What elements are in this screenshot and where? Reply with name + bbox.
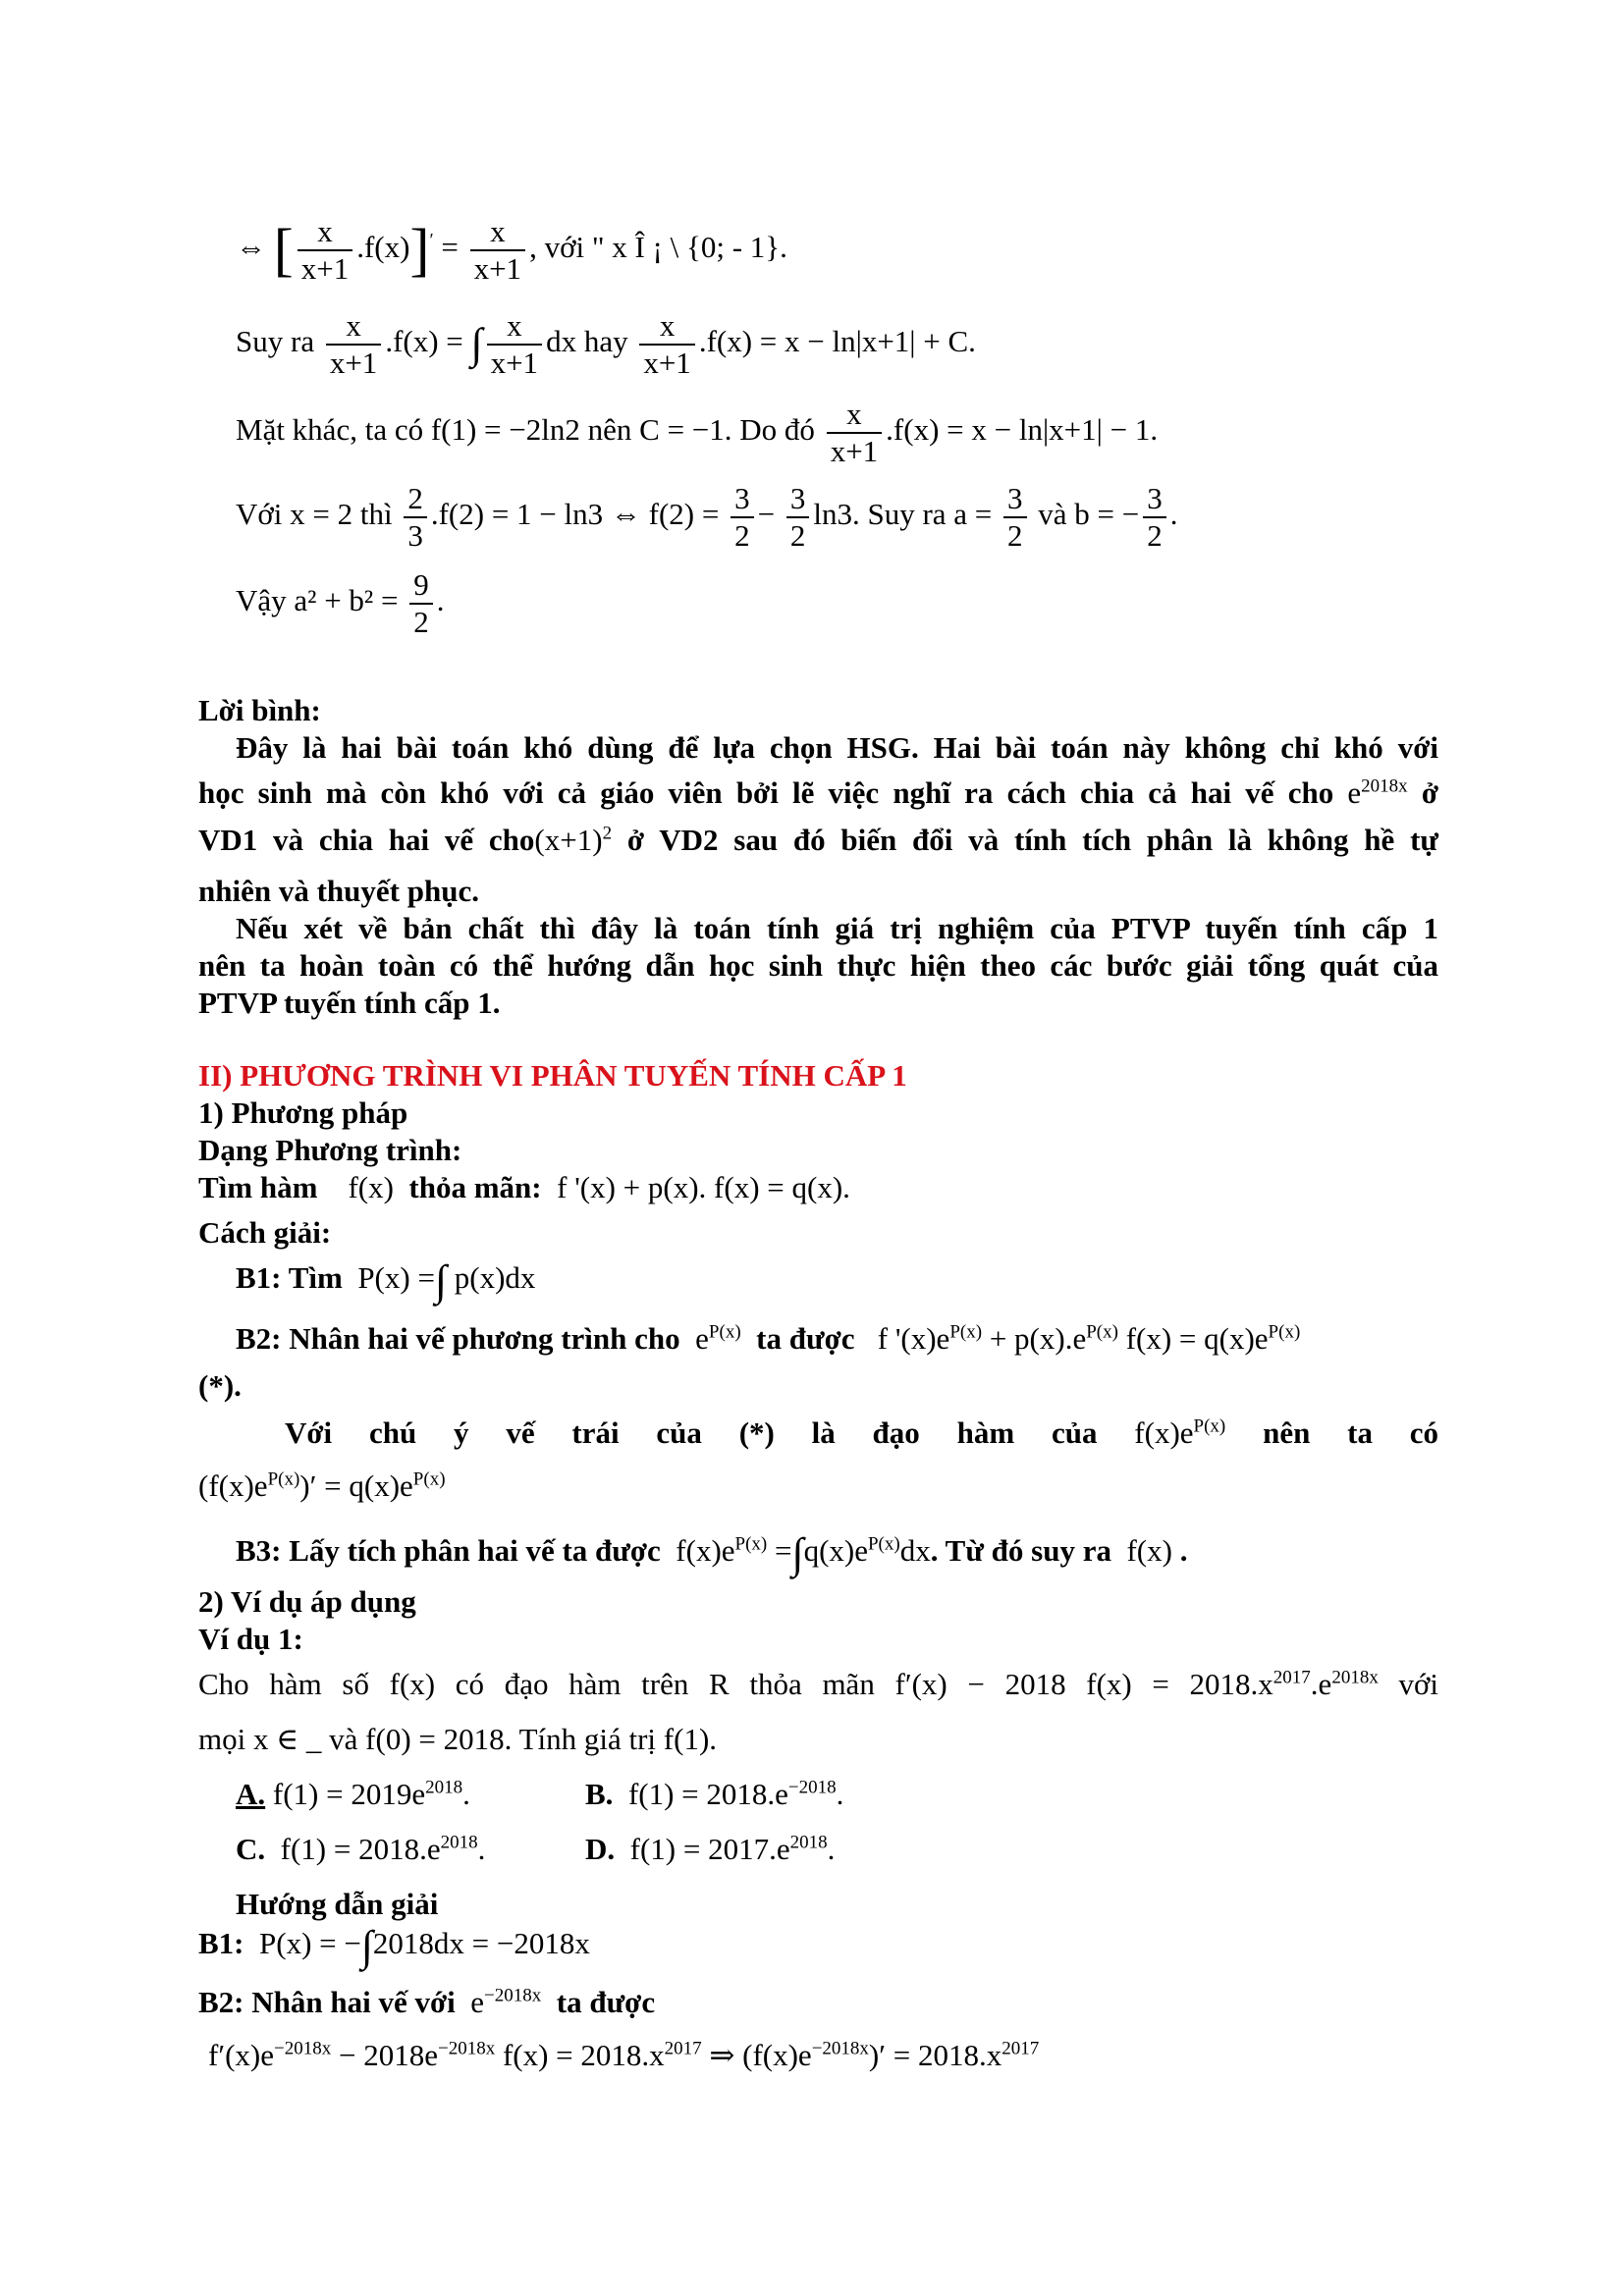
- derivative-equation-line: ⇔ [ $\frac{x}{x+1}$ .f(x)]′ = $\frac{x}{x+1}$ , với " x Î ¡ \ {0; - 1}.: [236, 214, 787, 286]
- constant-line: Mặt khác, ta có f(1) = −2ln2 nên C = −1. Do đó $\frac{x}{x+1}$ .f(x) = x − ln|x+1| − 1.: [236, 397, 1159, 468]
- option-d[interactable]: D. $f(1) = 2017.e^{2018}$.: [585, 1832, 836, 1866]
- step-b2: B2: Nhân hai vế phương trình cho $e^{P(x)}$ ta được f '$(x)e^{P(x)} + p(x).e^{P(x)}$ $f(x) = q(x)e^{P(x)}$: [236, 1321, 1301, 1356]
- comment-paragraph-line: nên ta hoàn toàn có thể hướng dẫn học sinh thực hiện theo các bước giải tổng quát của: [198, 948, 1438, 983]
- subsection-title: 1) Phương pháp: [198, 1095, 408, 1130]
- note-equation: $(f(x)e^{P(x)})' = q(x)e^{P(x)}$: [198, 1468, 446, 1503]
- comment-paragraph-line: nhiên và thuyết phục.: [198, 874, 479, 908]
- form-label: Dạng Phương trình:: [198, 1133, 462, 1167]
- option-c[interactable]: C. $f(1) = 2018.e^{2018}$.: [236, 1832, 486, 1866]
- step-b1: B1: Tìm P(x) =∫ p(x)dx: [236, 1255, 536, 1305]
- comment-paragraph-line: PTVP tuyến tính cấp 1.: [198, 986, 501, 1020]
- comment-paragraph-line: VD1 và chia hai vế $cho(x+1)^2$ ở VD2 sau đó biến đổi và tính tích phân là không hề tự: [198, 823, 1439, 857]
- step-b3: B3: Lấy tích phân hai vế ta được $f(x)e^{P(x)} =\int q(x)e^{P(x)}dx$. Từ đó suy ra f(x) .: [236, 1528, 1188, 1577]
- comment-title: Lời bình:: [198, 693, 321, 727]
- option-a[interactable]: A. $f(1) = 2019e^{2018}$.: [236, 1777, 470, 1811]
- equivalence-symbol: ⇔: [236, 229, 266, 264]
- section-heading: II) PHƯƠNG TRÌNH VI PHÂN TUYẾN TÍNH CẤP 1: [198, 1058, 907, 1093]
- fraction: $\frac{x}{x+1}$: [470, 214, 525, 286]
- integral-symbol: ∫: [470, 319, 483, 368]
- example-statement-line: mọi x ∈ _ và f(0) = 2018. Tính giá trị f(1).: [198, 1722, 718, 1756]
- result-line: Vậy a² + b² = $\frac{9}{2}$ .: [236, 567, 445, 639]
- comment-paragraph-line: Đây là hai bài toán khó dùng để lựa chọn HSG. Hai bài toán này không chỉ khó với: [236, 730, 1438, 765]
- comment-paragraph-line: Nếu xét về bản chất thì đây là toán tính giá trị nghiệm của PTVP tuyến tính cấp 1: [236, 911, 1438, 945]
- solution-step-1: B1: P(x) = −∫2018dx = −2018x: [198, 1921, 590, 1970]
- option-b[interactable]: B. $f(1) = 2018.e^{-2018}$.: [585, 1777, 844, 1811]
- example-label: Ví dụ 1:: [198, 1622, 303, 1656]
- solution-guide-title: Hướng dẫn giải: [236, 1887, 439, 1921]
- evaluate-line: Với x = 2 thì $\frac{2}{3}$ .f(2) = 1 − ln3 ⇔ f(2) = $\frac{3}{2}$ − $\frac{3}{2}$ ln3. Suy ra a = $\frac{3}{2}$ và b = − $\frac{3}{2}$ .: [236, 481, 1178, 553]
- example-statement-line: Cho hàm số f(x) có đạo hàm trên R thỏa mãn f′(x) − 2018 $f(x) = 2018.x^{2017}.e^{2018x}$ với: [198, 1667, 1439, 1701]
- comment-paragraph-line: học sinh mà còn khó với cả giáo viên bởi lẽ việc nghĩ ra cách chia cả hai vế cho $e^{2018x}$ ở: [198, 775, 1439, 810]
- solution-equation: $f'(x)e^{-2018x} - 2018e^{-2018x}$ $f(x) = 2018.x^{2017}$ ⇒ $(f(x)e^{-2018x})' = 2018.x^{2017}$: [208, 2038, 1040, 2072]
- star-marker: (*).: [198, 1368, 242, 1403]
- method-label: Cách giải:: [198, 1215, 332, 1250]
- subsection-title: 2) Ví dụ áp dụng: [198, 1584, 416, 1619]
- integration-line: Suy ra $\frac{x}{x+1}$ .f(x) = ∫ $\frac{x}{x+1}$ dx hay $\frac{x}{x+1}$ .f(x) = x − ln|x+1| + C.: [236, 308, 976, 380]
- note-line: Với chú ý vế trái của (*) là đạo hàm của $f(x)e^{P(x)}$ nên ta có: [285, 1415, 1439, 1450]
- solution-step-2: B2: Nhân hai vế với $e^{-2018x}$ ta được: [198, 1985, 656, 2019]
- find-function-line: Tìm hàm f(x) thỏa mãn: f '(x) + p(x). f(x) = q(x).: [198, 1170, 850, 1204]
- fraction: $\frac{x}{x+1}$: [298, 214, 352, 286]
